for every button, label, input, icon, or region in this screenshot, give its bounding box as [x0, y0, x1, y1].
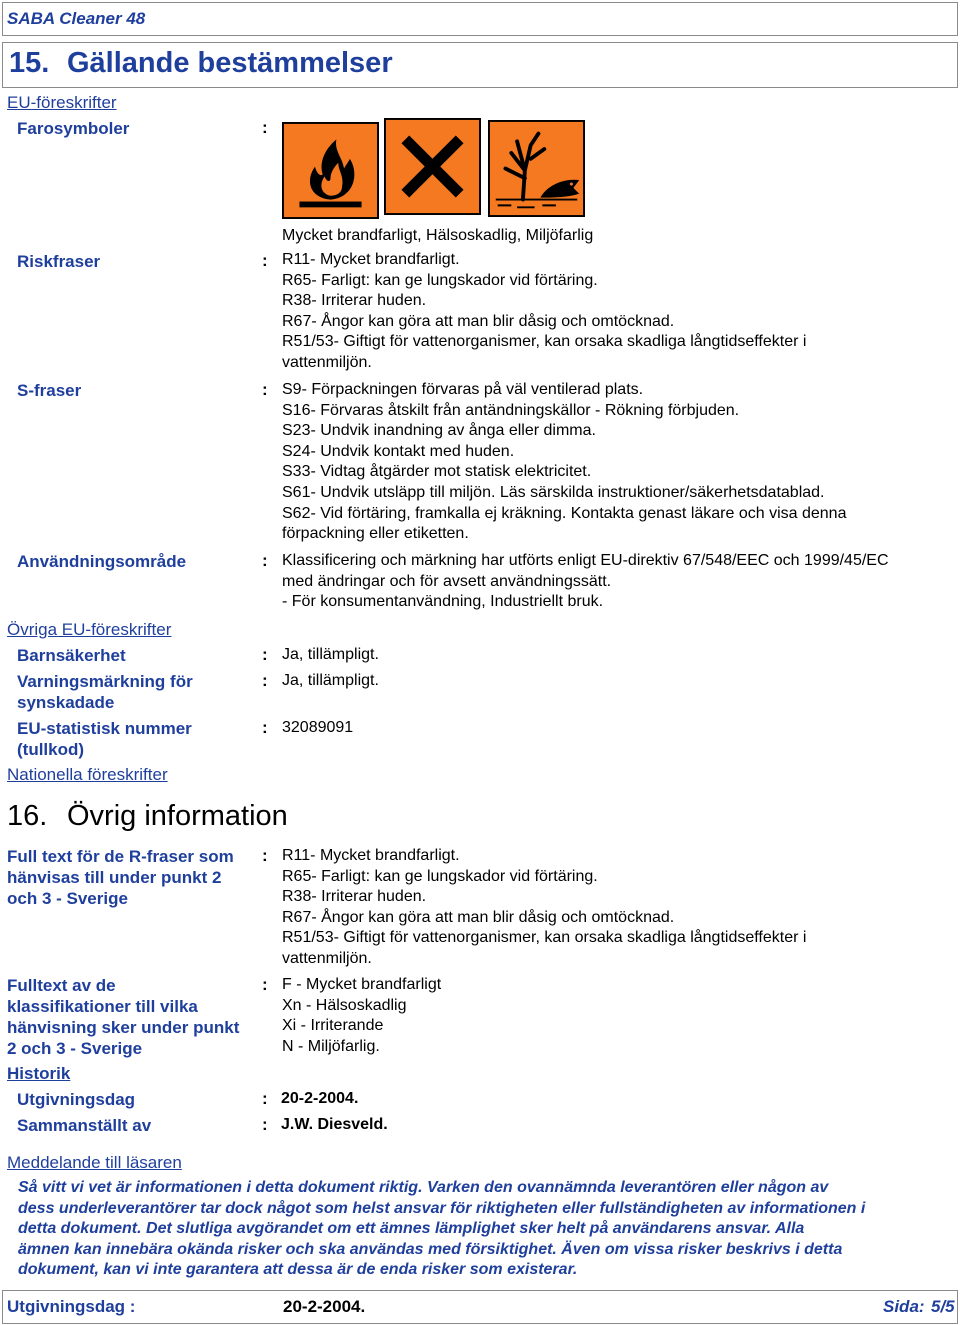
classification-item: Xi - Irriterande [282, 1017, 384, 1035]
section-15-number: 15. [9, 47, 50, 79]
eu-statistic-number-label [17, 718, 192, 760]
notice-to-reader-text [18, 1178, 865, 1281]
eu-statistic-label-line: (tullkod) [17, 740, 85, 759]
risk-phrase: R51/53- Giftigt för vattenorganismer, kan orsaka skadliga långtidseffekter i [282, 929, 807, 947]
risk-phrase: R67- Ångor kan göra att man blir dåsig och omtöcknad. [282, 908, 675, 926]
document-title: SABA Cleaner 48 [7, 9, 146, 28]
footer-issue-date-label: Utgivningsdag : [7, 1297, 136, 1316]
safety-phrase: S9- Förpackningen förvaras på väl ventilerad plats. [282, 381, 644, 398]
colon: : [262, 380, 268, 399]
safety-phrase: S33- Vidtag åtgärder mot statisk elektricitet. [282, 463, 592, 481]
tactile-warning-value: Ja, tillämpligt. [282, 672, 379, 689]
usage-area-label: Användningsområde [17, 552, 187, 571]
notice-line: detta dokument. Det slutliga avgörandet om ett ämnes lämplighet sker helt på användarens ansvar. Alla [18, 1220, 805, 1238]
eu-regulations-heading: EU-föreskrifter [7, 93, 117, 112]
risk-phrase: R51/53- Giftigt för vattenorganismer, kan orsaka skadliga långtidseffekter i [282, 333, 807, 351]
risk-phrase: R38- Irriterar huden. [282, 292, 427, 310]
cross-pictogram-icon [384, 118, 481, 215]
classification-item: F - Mycket brandfarligt [282, 976, 442, 993]
classification-label-line: Fulltext av de [7, 976, 116, 995]
usage-line: med ändringar och för avsett användningssätt. [282, 572, 612, 590]
safety-phrase: S23- Undvik inandning av ånga eller dimma. [282, 422, 596, 440]
document-footer-bar [2, 1290, 958, 1324]
document-header-bar [2, 2, 958, 36]
safety-phrase: förpackning eller etiketten. [282, 525, 469, 543]
dead-tree-fish-pictogram-icon [488, 120, 585, 217]
compiled-by-label: Sammanställt av [17, 1116, 152, 1135]
risk-phrases-list [282, 250, 806, 374]
section-15-header [2, 42, 958, 88]
tactile-warning-label-line: Varningsmärkning för [17, 672, 193, 691]
risk-phrase: R67- Ångor kan göra att man blir dåsig och omtöcknad. [282, 312, 675, 330]
colon: : [262, 551, 268, 570]
risk-phrase: R65- Farligt: kan ge lungskador vid förtäring. [282, 271, 598, 289]
risk-phrase: vattenmiljön. [282, 353, 372, 371]
risk-phrase: R65- Farligt: kan ge lungskador vid förtäring. [282, 867, 598, 885]
fulltext-label-line: och 3 - Sverige [7, 889, 128, 908]
issue-date-label: Utgivningsdag [17, 1090, 136, 1109]
colon: : [262, 1115, 268, 1134]
colon: : [262, 251, 268, 270]
eu-statistic-number-value: 32089091 [282, 719, 354, 736]
colon: : [262, 846, 268, 865]
child-safety-value: Ja, tillämpligt. [282, 646, 379, 663]
safety-phrase: S61- Undvik utsläpp till miljön. Läs särskilda instruktioner/säkerhetsdatablad. [282, 483, 825, 501]
flame-pictogram-icon [282, 122, 379, 219]
other-eu-regulations-heading: Övriga EU-föreskrifter [7, 620, 172, 639]
safety-phrase: S16- Förvaras åtskilt från antändningskällor - Rökning förbjuden. [282, 401, 740, 419]
notice-line: dess underleverantörer tar dock något som helst ansvar för riktigheten eller fullständigheten av informationen i [18, 1199, 866, 1217]
history-heading: Historik [7, 1064, 71, 1083]
colon: : [262, 1089, 268, 1108]
colon: : [262, 645, 268, 664]
national-regulations-heading: Nationella föreskrifter [7, 765, 168, 784]
colon: : [262, 718, 268, 737]
notice-to-reader-heading: Meddelande till läsaren [7, 1153, 182, 1172]
footer-page-value: 5/5 [931, 1297, 955, 1316]
usage-line: Klassificering och märkning har utförts enligt EU-direktiv 67/548/EEC och 1999/45/EC [282, 552, 889, 569]
tactile-warning-label-line: synskadade [17, 693, 115, 712]
usage-line: - För konsumentanvändning, Industriellt bruk. [282, 593, 604, 611]
footer-page-label: Sida: [883, 1297, 925, 1316]
eu-statistic-label-line: EU-statistisk nummer [17, 719, 192, 738]
fulltext-label-line: Full text för de R-fraser som [7, 847, 234, 866]
risk-phrase: R38- Irriterar huden. [282, 888, 427, 906]
notice-line: ämnen kan innebära okända risker och ska användas med försiktighet. Även om vissa risker beskrivs i detta [18, 1240, 843, 1258]
notice-line: dokument, kan vi inte garantera att dessa är de enda risker som existerar. [18, 1261, 578, 1279]
classification-list [282, 975, 441, 1057]
colon: : [262, 671, 268, 690]
safety-phrases-list [282, 380, 846, 545]
fulltext-r-phrases-list [282, 846, 806, 970]
classification-item: Xn - Hälsoskadlig [282, 996, 407, 1014]
classification-item: N - Miljöfarlig. [282, 1037, 380, 1055]
classification-label-line: klassifikationer till vilka [7, 997, 198, 1016]
compiled-by-value: J.W. Diesveld. [281, 1116, 388, 1133]
fulltext-label-line: hänvisas till under punkt 2 [7, 868, 222, 887]
section-15-title: Gällande bestämmelser [67, 47, 393, 79]
risk-phrase: R11- Mycket brandfarligt. [282, 847, 460, 864]
risk-phrases-label: Riskfraser [17, 252, 101, 271]
footer-issue-date-value: 20-2-2004. [283, 1297, 366, 1316]
usage-area-text [282, 551, 889, 613]
hazard-symbols-label: Farosymboler [17, 119, 130, 138]
safety-phrases-label: S-fraser [17, 381, 82, 400]
classification-label-line: hänvisning sker under punkt [7, 1018, 240, 1037]
hazard-symbols-caption: Mycket brandfarligt, Hälsoskadlig, Miljöfarlig [282, 227, 594, 244]
classification-fulltext-label [7, 975, 239, 1059]
risk-phrase: vattenmiljön. [282, 949, 372, 967]
fulltext-r-phrases-label [7, 846, 234, 909]
tactile-warning-label [17, 671, 193, 713]
section-16-number: 16. [7, 800, 48, 832]
risk-phrase: R11- Mycket brandfarligt. [282, 251, 460, 268]
colon: : [262, 975, 268, 994]
safety-phrase: S62- Vid förtäring, framkalla ej kräkning. Kontakta genast läkare och visa denna [282, 504, 847, 522]
safety-phrase: S24- Undvik kontakt med huden. [282, 442, 515, 460]
child-safety-label: Barnsäkerhet [17, 646, 126, 665]
colon: : [262, 118, 268, 137]
issue-date-value: 20-2-2004. [281, 1090, 359, 1107]
notice-line: Så vitt vi vet är informationen i detta dokument riktig. Varken den ovannämnda leverantören eller någon av [18, 1179, 829, 1196]
classification-label-line: 2 och 3 - Sverige [7, 1039, 143, 1058]
section-16-title: Övrig information [67, 800, 288, 832]
